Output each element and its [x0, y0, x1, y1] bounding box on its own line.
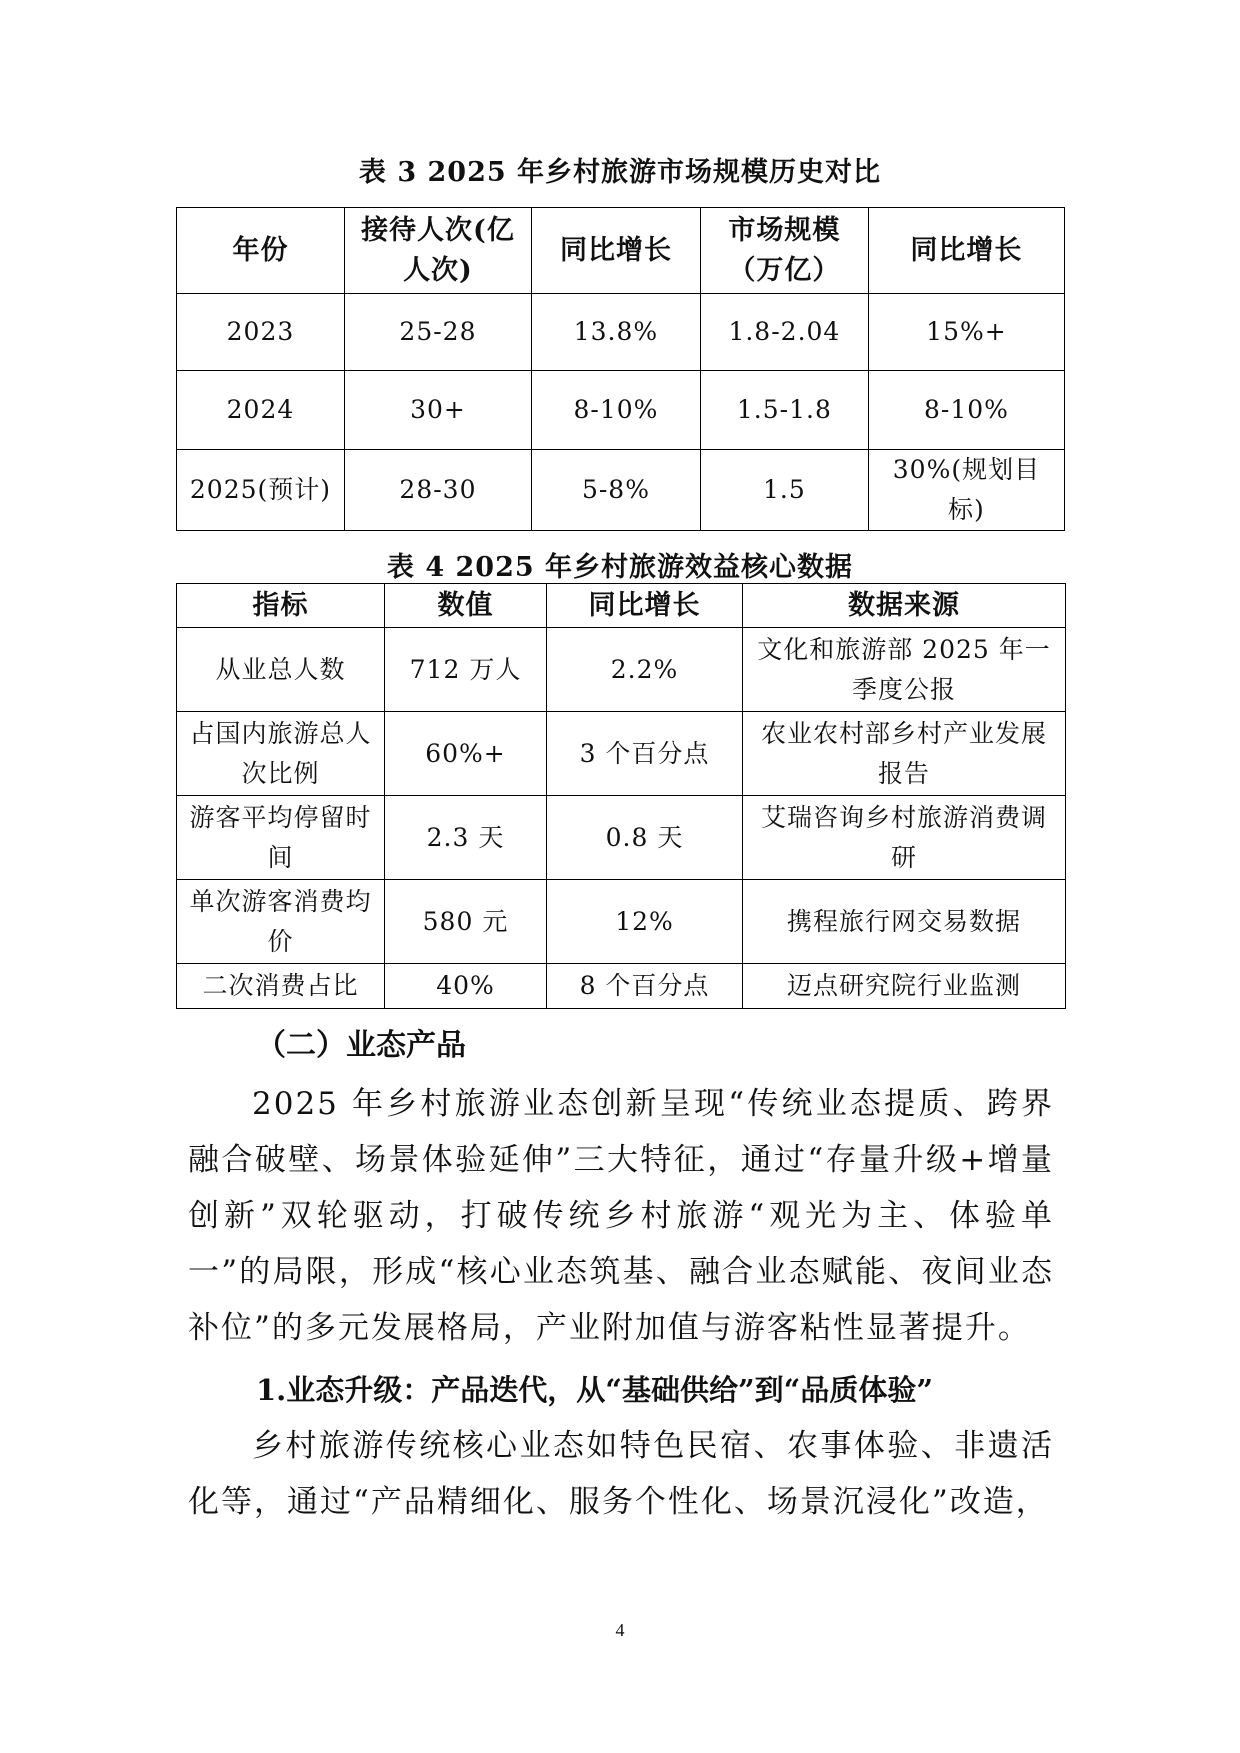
table-cell: 2024 [177, 371, 345, 450]
table-cell: 30%(规划目标) [868, 450, 1064, 531]
table-cell: 30+ [344, 371, 531, 450]
table-row [177, 450, 1065, 531]
table-row [177, 294, 1065, 371]
table3-header-cell: 市场规模（万亿） [700, 208, 868, 294]
table-cell: 8 个百分点 [547, 964, 743, 1009]
table-row [177, 371, 1065, 450]
table-cell: 15%+ [868, 294, 1064, 371]
table3-header-cell: 年份 [177, 208, 345, 294]
table-cell: 8-10% [531, 371, 700, 450]
table-row [177, 796, 1066, 880]
table-cell: 5-8% [531, 450, 700, 531]
table3-header-cell: 同比增长 [531, 208, 700, 294]
table3-header-row [177, 208, 1065, 294]
table-row [177, 880, 1066, 964]
table-cell: 农业农村部乡村产业发展报告 [743, 712, 1066, 796]
table-cell: 25-28 [344, 294, 531, 371]
table3-header-cell: 同比增长 [868, 208, 1064, 294]
table-cell: 游客平均停留时间 [177, 796, 385, 880]
table-cell: 文化和旅游部 2025 年一季度公报 [743, 628, 1066, 712]
table-cell: 携程旅行网交易数据 [743, 880, 1066, 964]
table-cell: 13.8% [531, 294, 700, 371]
table-cell: 从业总人数 [177, 628, 385, 712]
table-row [177, 712, 1066, 796]
table-cell: 2023 [177, 294, 345, 371]
table-cell: 0.8 天 [547, 796, 743, 880]
table-cell: 12% [547, 880, 743, 964]
table-row [177, 964, 1066, 1009]
table4-header-cell: 数值 [385, 584, 547, 628]
table-cell: 迈点研究院行业监测 [743, 964, 1066, 1009]
table-cell: 3 个百分点 [547, 712, 743, 796]
table4-caption: 表 4 2025 年乡村旅游效益核心数据 [386, 552, 854, 583]
table-cell: 二次消费占比 [177, 964, 385, 1009]
table-cell: 占国内旅游总人次比例 [177, 712, 385, 796]
table-cell: 712 万人 [385, 628, 547, 712]
table-row [177, 628, 1066, 712]
table-cell: 单次游客消费均价 [177, 880, 385, 964]
table-cell: 1.5-1.8 [700, 371, 868, 450]
table-cell: 2025(预计) [177, 450, 345, 531]
page-number: 4 [615, 1620, 625, 1640]
table4 [176, 583, 1066, 1009]
table-cell: 艾瑞咨询乡村旅游消费调研 [743, 796, 1066, 880]
table-cell: 2.2% [547, 628, 743, 712]
body-paragraph: 乡村旅游传统核心业态如特色民宿、农事体验、非遗活化等，通过“产品精细化、服务个性化、场景沉浸化”改造， [188, 1428, 1054, 1520]
table4-header-cell: 同比增长 [547, 584, 743, 628]
section-heading: （二）业态产品 [256, 1028, 466, 1063]
table-cell: 1.8-2.04 [700, 294, 868, 371]
table-cell: 8-10% [868, 371, 1064, 450]
body-paragraph: 2025 年乡村旅游业态创新呈现“传统业态提质、跨界融合破壁、场景体验延伸”三大特征，通过“存量升级+增量创新”双轮驱动，打破传统乡村旅游“观光为主、体验单一”的局限，形成“核心业态筑基、融合业态赋能、夜间业态补位”的多元发展格局，产业附加值与游客粘性显著提升。 [188, 1086, 1054, 1346]
table3 [176, 207, 1065, 531]
table-cell: 2.3 天 [385, 796, 547, 880]
table4-header-cell: 数据来源 [743, 584, 1066, 628]
table-cell: 580 元 [385, 880, 547, 964]
table-cell: 40% [385, 964, 547, 1009]
table3-caption: 表 3 2025 年乡村旅游市场规模历史对比 [358, 157, 882, 188]
table-cell: 1.5 [700, 450, 868, 531]
table4-header-cell: 指标 [177, 584, 385, 628]
table-cell: 60%+ [385, 712, 547, 796]
subsection-heading: 1.业态升级：产品迭代，从“基础供给”到“品质体验” [256, 1373, 933, 1407]
table3-header-cell: 接待人次(亿人次) [344, 208, 531, 294]
table4-header-row [177, 584, 1066, 628]
table-cell: 28-30 [344, 450, 531, 531]
